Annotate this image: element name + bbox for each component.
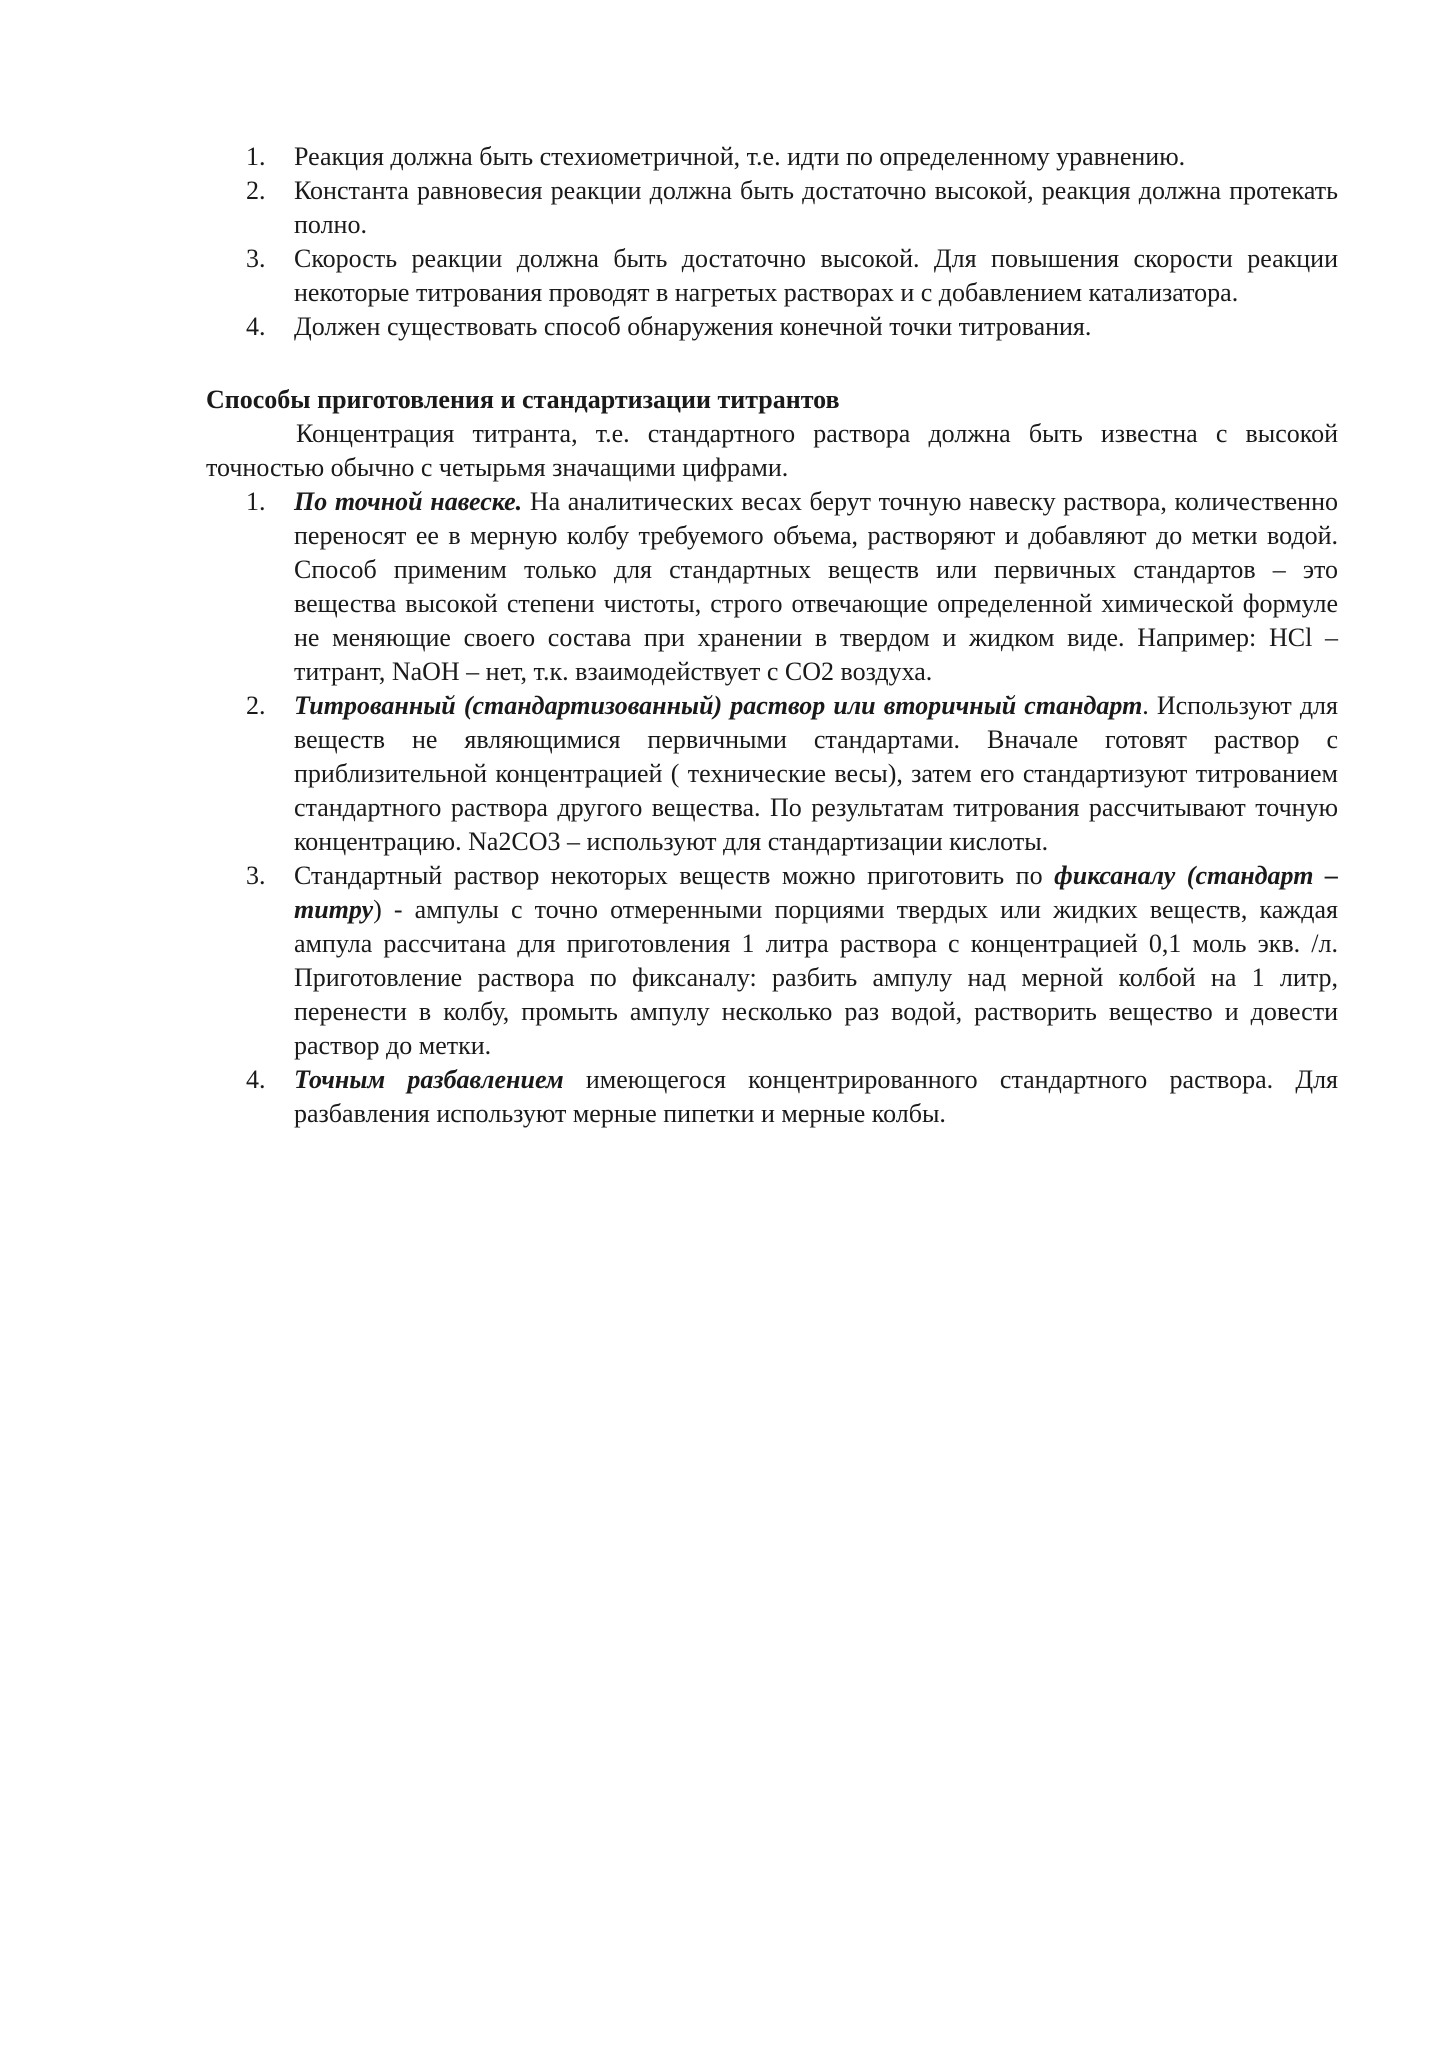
list-item — [206, 242, 1338, 310]
method-description: ) - ампулы с точно отмеренными порциями твердых или жидких веществ, каждая ампула рассчитана для приготовления 1 литра раствора с концентрацией 0,1 моль экв. /л. Приготовление раствора по фиксаналу: разбить ампулу над мерной колбой на 1 литр, перенести в колбу, промыть ампулу несколько раз водой, растворить вещество и довести раствор до метки. — [294, 895, 1338, 1060]
list-number: 3. — [246, 861, 266, 890]
list-item — [206, 485, 1338, 689]
requirements-list — [206, 140, 1338, 344]
method-term: фиксаналу (стандарт – титру — [294, 861, 1338, 924]
list-number: 3. — [246, 244, 266, 273]
list-item — [206, 310, 1338, 344]
method-description: . Используют для веществ не являющимися первичными стандартами. Вначале готовят раствор с приблизительной концентрацией ( технические весы), затем его стандартизуют титрованием стандартного раствора другого вещества. По результатам титрования рассчитывают точную концентрацию. Na2CO3 – используют для стандартизации кислоты. — [294, 691, 1338, 856]
list-number: 2. — [246, 176, 266, 205]
section-heading: Способы приготовления и стандартизации титрантов — [206, 385, 840, 414]
method-description: имеющегося концентрированного стандартного раствора. Для разбавления используют мерные пипетки и мерные колбы. — [294, 1065, 1339, 1128]
method-term: Точным разбавлением — [294, 1065, 564, 1094]
document-page — [206, 140, 1338, 1131]
list-item — [206, 174, 1338, 242]
list-number: 1. — [246, 487, 266, 516]
list-number: 2. — [246, 691, 266, 720]
list-item-text: Константа равновесия реакции должна быть достаточно высокой, реакция должна протекать полно. — [294, 176, 1338, 239]
list-number: 1. — [246, 142, 266, 171]
method-intro: Стандартный раствор некоторых веществ можно приготовить по — [294, 861, 1055, 890]
section-paragraph: Концентрация титранта, т.е. стандартного раствора должна быть известна с высокой точностью обычно с четырьмя значащими цифрами. — [206, 419, 1338, 482]
list-item — [206, 689, 1338, 859]
list-number: 4. — [246, 1065, 266, 1094]
list-item — [206, 140, 1338, 174]
method-term: Титрованный (стандартизованный) раствор или вторичный стандарт — [294, 691, 1143, 720]
list-item — [206, 1063, 1338, 1131]
method-description: На аналитических весах берут точную навеску раствора, количественно переносят ее в мерную колбу требуемого объема, растворяют и добавляют до метки водой. Способ применим только для стандартных веществ или первичных стандартов – это вещества высокой степени чистоты, строго отвечающие определенной химической формуле не меняющие своего состава при хранении в твердом и жидком виде. Например: HCl – титрант, NaOH – нет, т.к. взаимодействует с CO2 воздуха. — [294, 487, 1338, 686]
list-item-text: Должен существовать способ обнаружения конечной точки титрования. — [294, 312, 1092, 341]
method-term: По точной навеске. — [294, 487, 523, 516]
list-item — [206, 859, 1338, 1063]
list-item-text: Реакция должна быть стехиометричной, т.е. идти по определенному уравнению. — [294, 142, 1186, 171]
list-item-text: Скорость реакции должна быть достаточно высокой. Для повышения скорости реакции некоторые титрования проводят в нагретых растворах и с добавлением катализатора. — [294, 244, 1338, 307]
list-number: 4. — [246, 312, 266, 341]
preparation-methods-list — [206, 485, 1338, 1131]
